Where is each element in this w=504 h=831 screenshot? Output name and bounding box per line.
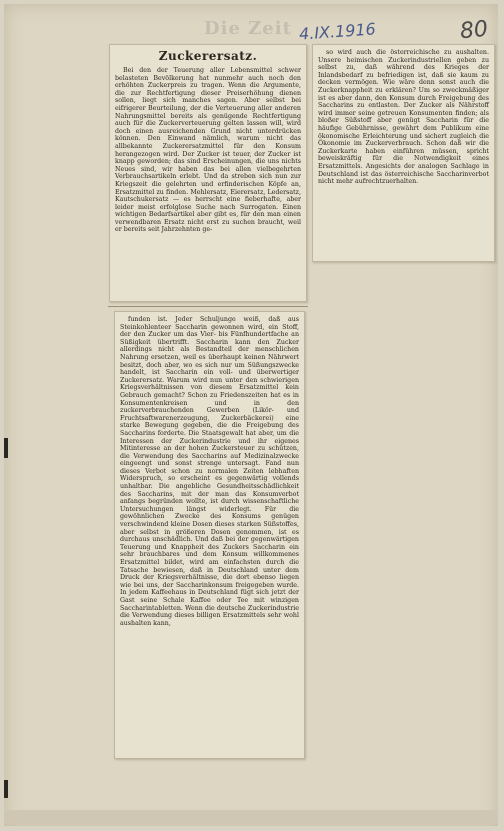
article-text-column-b: so wird auch die österreichische zu aushalten. Unsere heimischen Zuckerindustriellen geben zu selbst zu, daß während des Krieges der Inlandsbedarf zu befriedigen ist, daß sie kaum zu decken vermögen. Wie wäre denn sonst auch die Zuckerknappheit zu erklären? Um so zweckmäßiger ist es aber dann, den Konsum durch Freigebung des Saccharins zu entlasten. Der Zucker als Nährstoff wird immer seine getreuen Konsumenten finden; als bloßer Süßstoff aber genügt Saccharin für die häufige Gebührnisse, gewährt dem Publikum eine ökonomische Erleichterung und sichert zugleich die Ökonomie im Zuckerverbrauch. Schon daß wir die Zuckerkarte haben einführen müssen, spricht beweiskräftig für die Notwendigkeit eines Ersatzmittels. Angesichts der analogen Sachlage in Deutschland ist das österreichische Saccharinverbot nicht mehr aufrechtzuerhalten. bbox=[318, 49, 489, 186]
article-text-column-a: Bei den der Teuerung aller Lebensmittel schwer belasteten Bevölkerung hat nunmehr auch noch den erhöhten Zuckerpreis zu tragen. Wenn die Argumente, die zur Rechtfertigung dieser Preiserhöhung dienen sollen, liegt sich manches sagen. Aber selbst bei eifrigerer Beurteilung, der die Verteuerung aller anderen Nahrungsmittel bereits als genügende Rechtfertigung auch für die Zuckerverteuerung gelten lassen will, wird doch einen ausreichenden Grund nicht unterdrücken können. Den Einwand nämlich, warum nicht das allbekannte Zuckerersatzmittel für den Konsum herangezogen wird. Der Zucker ist teuer, der Zucker ist knapp geworden; das sind Erscheinungen, die uns nichts Neues sind, wir haben das bei allen vielbegehrten Verbrauchsartikeln erlebt. Und da streben sich nun zur Kriegszeit die gelehrten und erfinderischen Köpfe an, Ersatzmittel zu finden. Mehlersatz, Eierersatz, Ledersatz, Kautschukersatz — es herrscht eine fieberhafte, aber leider meist erfolglose Suche nach Surrogaten. Einen wichtigen Bedarfsartikel aber gibt es, für den man einen verwendbaren Ersatz nicht erst zu suchen braucht, weil er bereits seit Jahrzehnten ge- bbox=[115, 67, 301, 234]
article-title: Zuckerersatz. bbox=[158, 49, 258, 63]
article-clipping-column-a bbox=[109, 44, 307, 302]
page-bottom-edge bbox=[4, 810, 498, 824]
handwritten-folio-number: 80 bbox=[458, 16, 490, 45]
newspaper-name: Die Zeit bbox=[204, 18, 292, 39]
binding-mark bbox=[4, 438, 8, 458]
article-clipping-column-b bbox=[312, 44, 495, 262]
divider-rule bbox=[108, 306, 308, 307]
article-clipping-column-c bbox=[114, 311, 305, 759]
handwritten-date: 4.IX.1916 bbox=[298, 19, 377, 44]
binding-mark bbox=[4, 780, 8, 798]
article-text-column-c: funden ist. Jeder Schuljunge weiß, daß aus Steinkohlenteer Saccharin gewonnen wird, ein Stoff, der den Zucker um das Vier- bis Fünfhundertfache an Süßigkeit übertrifft. Saccharin kann den Zucker allerdings nicht als Bestandteil der menschlichen Nahrung ersetzen, weil es überhaupt keinen Nährwert besitzt, doch aber, wo es sich nur um Süßungszwecke handelt, ist Saccharin ein voll- und überwertiger Zuckerersatz. Warum wird nun unter den schwierigen Kriegsverhältnissen von diesem Ersatzmittel kein Gebrauch gemacht? Schon zu Friedenszeiten hat es in Konsumentenkreisen und in den zuckerverbrauchenden Gewerben (Likör- und Fruchtsaftwarenerzeugung, Zuckerbäckerei) eine starke Bewegung gegeben, die die Freigebung des Saccharins forderte. Die Staatsgewalt hat aber, um die Interessen der Zuckerindustrie und ihr eigenes Mitinteresse an der hohen Zuckersteuer zu schützen, die Verwendung des Saccharins auf Medizinalzwecke eingeengt und sonst strenge untersagt. Fand nun dieses Verbot schon zu normalen Zeiten lebhaften Widerspruch, so erscheint es gegenwärtig vollends unhaltbar. Die angebliche Gesundheitsschädlichkeit des Saccharins, mit der man das Konsumverbot anfangs begründen wollte, ist durch wissenschaftliche Untersuchungen längst widerlegt. Für die gewöhnlichen Zwecke des Konsums genügen verschwindend kleine Dosen dieses starken Süßstoffes, aber selbst in größeren Dosen genommen, ist es durchaus unschädlich. Und daß bei der gegenwärtigen Teuerung und Knappheit des Zuckers Saccharin ein sehr brauchbares und dem Konsum willkommenes Ersatzmittel bildet, wird am einfachsten durch die Tatsache bewiesen, daß in Deutschland unter dem Druck der Kriegsverhältnisse, die dort ebenso liegen wie bei uns, der Saccharinkonsum freigegeben wurde. In jedem Kaffeehaus in Deutschland fügt sich jetzt der Gast seine Schale Kaffee oder Tee mit winzigen Saccharintabletten. Wenn die deutsche Zuckerindustrie die Verwendung dieses billigen Ersatzmittels sehr wohl aushalten kann, bbox=[120, 316, 299, 627]
